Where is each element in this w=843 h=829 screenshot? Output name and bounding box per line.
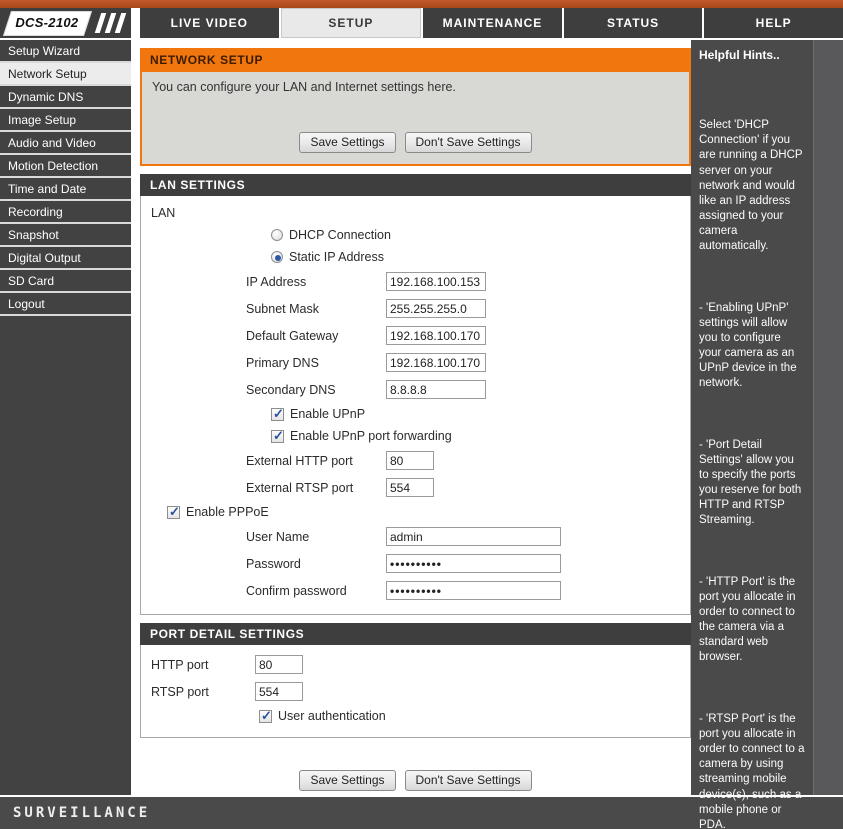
static-ip-radio[interactable] (271, 251, 283, 263)
default-gateway-label: Default Gateway (246, 328, 339, 343)
external-http-port-input[interactable] (386, 451, 434, 470)
page-title: NETWORK SETUP (140, 48, 691, 72)
default-gateway-input[interactable] (386, 326, 486, 345)
sidebar-item-motion-detection[interactable]: Motion Detection (0, 155, 131, 178)
top-navbar (0, 8, 843, 38)
pppoe-confirm-password-label: Confirm password (246, 583, 347, 598)
logo-band (0, 8, 131, 38)
pppoe-password-input[interactable] (386, 554, 561, 573)
subnet-mask-label: Subnet Mask (246, 301, 319, 316)
pppoe-username-label: User Name (246, 529, 310, 544)
bottom-button-row (140, 770, 691, 791)
enable-upnp-forwarding-checkbox[interactable] (271, 430, 284, 443)
sidebar-item-setup-wizard[interactable]: Setup Wizard (0, 40, 131, 63)
hint-paragraph-rtsp-port: - 'RTSP Port' is the port you allocate in order to connect to a camera by using streaming mobile device(s), such as a mobile phone or PDA. (699, 712, 805, 829)
tab-status[interactable]: STATUS (564, 8, 703, 38)
logo-slash-icon (115, 13, 126, 33)
pppoe-confirm-password-input[interactable] (386, 581, 561, 600)
sidebar-item-time-and-date[interactable]: Time and Date (0, 178, 131, 201)
static-ip-label: Static IP Address (289, 250, 384, 264)
hint-paragraph-upnp: - 'Enabling UPnP' settings will allow you to configure your camera as an UPnP device in the network. (699, 301, 797, 390)
hint-paragraph-port-detail: - 'Port Detail Settings' allow you to specify the ports you reserve for both HTTP and RTSP Streaming. (699, 438, 802, 527)
secondary-dns-label: Secondary DNS (246, 382, 336, 397)
lan-settings-body (140, 196, 691, 615)
navbar-gap (131, 8, 140, 38)
top-accent-bar (0, 0, 843, 8)
enable-upnp-checkbox[interactable] (271, 408, 284, 421)
save-settings-button-top[interactable]: Save Settings (299, 132, 395, 153)
lan-group-label: LAN (151, 206, 176, 220)
helpful-hints-panel (691, 40, 843, 829)
user-authentication-label: User authentication (278, 709, 386, 723)
sidebar-main-gap (131, 40, 140, 795)
primary-dns-input[interactable] (386, 353, 486, 372)
port-detail-section (140, 623, 691, 738)
http-port-label: HTTP port (151, 657, 209, 672)
network-setup-panel (140, 72, 691, 166)
sidebar-item-network-setup[interactable]: Network Setup (0, 63, 131, 86)
ip-address-input[interactable] (386, 272, 486, 291)
device-model-label: DCS-2102 (15, 14, 79, 30)
rtsp-port-label: RTSP port (151, 684, 209, 699)
sidebar-item-digital-output[interactable]: Digital Output (0, 247, 131, 270)
pppoe-password-label: Password (246, 556, 301, 571)
hint-paragraph-dhcp: Select 'DHCP Connection' if you are running a DHCP server on your network and would like an IP address assigned to your camera automatically. (699, 119, 803, 253)
external-http-port-label: External HTTP port (246, 453, 353, 468)
pppoe-username-input[interactable] (386, 527, 561, 546)
tab-help[interactable]: HELP (704, 8, 843, 38)
dhcp-connection-radio[interactable] (271, 229, 283, 241)
nav-tabs (140, 8, 843, 38)
http-port-input[interactable] (255, 655, 303, 674)
dont-save-settings-button-top[interactable]: Don't Save Settings (405, 132, 532, 153)
external-rtsp-port-input[interactable] (386, 478, 434, 497)
save-settings-button-bottom[interactable]: Save Settings (299, 770, 395, 791)
main-content (140, 40, 691, 795)
surveillance-wordmark: SURVEILLANCE (13, 805, 151, 821)
sidebar-item-audio-and-video[interactable]: Audio and Video (0, 132, 131, 155)
device-model-logo (3, 11, 92, 36)
tab-maintenance[interactable]: MAINTENANCE (423, 8, 562, 38)
ip-address-label: IP Address (246, 274, 307, 289)
sidebar-item-image-setup[interactable]: Image Setup (0, 109, 131, 132)
port-detail-title: PORT DETAIL SETTINGS (140, 623, 691, 645)
lan-settings-title: LAN SETTINGS (140, 174, 691, 196)
top-button-row (142, 132, 689, 153)
rtsp-port-input[interactable] (255, 682, 303, 701)
hints-gutter (813, 40, 843, 795)
hints-title: Helpful Hints.. (699, 48, 780, 62)
sidebar-item-recording[interactable]: Recording (0, 201, 131, 224)
dhcp-connection-label: DHCP Connection (289, 228, 391, 242)
external-rtsp-port-label: External RTSP port (246, 480, 354, 495)
page-description: You can configure your LAN and Internet settings here. (152, 80, 456, 94)
port-detail-body (140, 645, 691, 738)
secondary-dns-input[interactable] (386, 380, 486, 399)
enable-upnp-label: Enable UPnP (290, 407, 366, 421)
tab-setup[interactable]: SETUP (281, 8, 422, 38)
enable-upnp-forwarding-label: Enable UPnP port forwarding (290, 429, 452, 443)
hints-content (691, 40, 813, 829)
dont-save-settings-button-bottom[interactable]: Don't Save Settings (405, 770, 532, 791)
enable-pppoe-checkbox[interactable] (167, 506, 180, 519)
hint-paragraph-http-port: - 'HTTP Port' is the port you allocate in order to connect to the camera via a standard web browser. (699, 575, 796, 664)
user-authentication-checkbox[interactable] (259, 710, 272, 723)
tab-live-video[interactable]: LIVE VIDEO (140, 8, 279, 38)
sidebar-item-dynamic-dns[interactable]: Dynamic DNS (0, 86, 131, 109)
sidebar-item-logout[interactable]: Logout (0, 293, 131, 316)
subnet-mask-input[interactable] (386, 299, 486, 318)
sidebar-item-snapshot[interactable]: Snapshot (0, 224, 131, 247)
lan-settings-section (140, 174, 691, 615)
primary-dns-label: Primary DNS (246, 355, 319, 370)
enable-pppoe-label: Enable PPPoE (186, 505, 269, 519)
sidebar (0, 40, 131, 795)
sidebar-item-sd-card[interactable]: SD Card (0, 270, 131, 293)
